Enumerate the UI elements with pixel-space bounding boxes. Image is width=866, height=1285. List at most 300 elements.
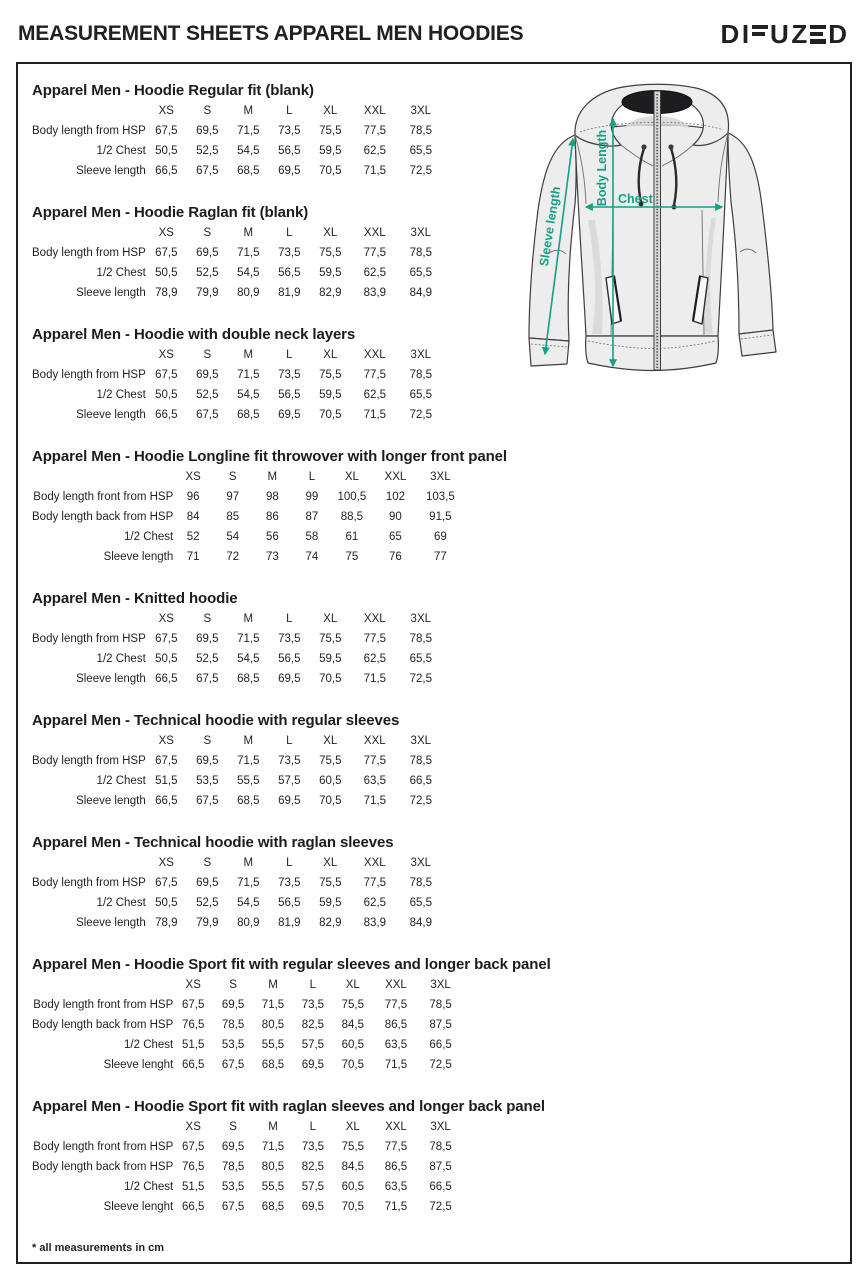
measurement-value: 80,5 [261,1161,285,1173]
measurement-value: 72,5 [429,1201,452,1213]
measurement-value: 67,5 [155,755,178,767]
measurement-value: 69,5 [221,1141,245,1153]
measurement-value: 54,5 [237,145,260,157]
size-header: XXL [385,1121,407,1133]
size-header: S [203,105,212,117]
size-header: 3XL [410,857,432,869]
measurement-row [32,263,443,283]
measurement-value: 71,5 [261,999,285,1011]
size-header: L [286,105,293,117]
size-header: XL [323,857,338,869]
measurement-value: 66,5 [155,409,178,421]
measurement-value: 69 [433,531,447,543]
measurement-value: 88,5 [340,511,364,523]
measurement-row [32,243,443,263]
measurement-table [32,609,443,689]
measurement-value: 68,5 [237,409,260,421]
measurement-value: 73,5 [278,125,301,137]
measurement-value: 71,5 [237,247,260,259]
measurement-table [32,731,443,811]
measurement-value: 83,9 [363,287,386,299]
size-header: M [267,471,278,483]
measurement-value: 75,5 [319,877,342,889]
measurement-row [32,141,443,161]
measurement-row [32,121,443,141]
measurement-section [32,324,462,425]
measurement-value: 84,9 [409,287,432,299]
measurement-value: 70,5 [319,795,342,807]
measurement-value: 66,5 [155,673,178,685]
measurement-row [32,385,443,405]
measurement-value: 54,5 [237,389,260,401]
size-header: XS [158,857,174,869]
row-label: Sleeve length [76,287,146,299]
size-header: M [243,735,254,747]
row-label: Sleeve lenght [103,1059,174,1071]
section-title: Apparel Men - Hoodie Raglan fit (blank) [32,204,309,221]
measurement-value: 67,5 [155,877,178,889]
measurement-value: 63,5 [384,1181,408,1193]
measurement-row [32,1137,462,1157]
measurement-value: 63,5 [363,775,386,787]
measurement-value: 75,5 [319,369,342,381]
measurement-value: 62,5 [363,897,386,909]
right-sleeve [728,133,773,334]
measurement-value: 70,5 [319,409,342,421]
sleeve-length-label: Sleeve length [536,185,564,268]
size-header: 3XL [410,613,432,625]
measurement-value: 66,5 [182,1059,205,1071]
measurement-row [32,893,443,913]
measurement-value: 59,5 [319,267,342,279]
empty-cell [32,101,146,121]
measurement-value: 96 [186,491,200,503]
measurement-value: 77,5 [384,1141,408,1153]
size-header: S [203,857,212,869]
size-header-row [32,223,443,243]
measurement-value: 52,5 [196,267,219,279]
empty-cell [32,467,173,487]
measurement-value: 84,9 [409,917,432,929]
measurement-value: 52,5 [196,389,219,401]
measurement-section [32,832,462,933]
size-header-row [32,467,462,487]
measurement-value: 86,5 [384,1019,408,1031]
measurement-value: 54,5 [237,897,260,909]
measurement-value: 78,9 [155,287,178,299]
size-header: S [228,471,237,483]
measurement-value: 72,5 [409,409,432,421]
row-label: Sleeve length [103,551,174,563]
size-header: XXL [363,349,386,361]
measurement-row [32,547,462,567]
measurement-value: 82,5 [301,1161,325,1173]
page-header [18,18,847,49]
size-header: 3XL [410,227,432,239]
measurement-value: 59,5 [319,145,342,157]
measurement-value: 71,5 [384,1201,408,1213]
size-header: L [309,979,317,991]
measurement-value: 81,9 [278,287,301,299]
size-header: M [268,1121,278,1133]
measurement-value: 57,5 [301,1181,325,1193]
measurement-value: 56,5 [278,145,301,157]
row-label: 1/2 Chest [96,653,146,665]
right-cuff [739,330,776,356]
measurement-row [32,365,443,385]
measurement-value: 77 [433,551,447,563]
measurement-value: 100,5 [337,491,367,503]
difuzed-logo [720,18,847,49]
measurement-value: 67,5 [155,369,178,381]
measurement-value: 66,5 [409,775,432,787]
measurement-row [32,751,443,771]
measurement-value: 72 [226,551,240,563]
measurement-value: 75,5 [319,125,342,137]
measurement-value: 102 [385,491,405,503]
measurement-table [32,101,443,181]
measurement-value: 55,5 [237,775,260,787]
measurement-value: 68,5 [237,165,260,177]
measurement-value: 54 [226,531,240,543]
measurement-value: 56,5 [278,653,301,665]
measurement-row [32,1035,462,1055]
measurement-value: 51,5 [182,1039,205,1051]
measurement-value: 81,9 [278,917,301,929]
measurement-value: 65,5 [409,389,432,401]
size-header: M [243,105,254,117]
measurement-value: 78,5 [429,1141,452,1153]
measurement-value: 80,9 [237,287,260,299]
row-label: Sleeve length [76,165,146,177]
size-header: XS [185,979,201,991]
logo-letter: I [741,18,750,49]
measurement-value: 78,5 [409,125,432,137]
measurement-value: 103,5 [425,491,455,503]
row-label: Sleeve length [76,917,146,929]
size-header: XXL [384,471,407,483]
measurement-value: 57,5 [301,1039,325,1051]
measurement-row [32,527,462,547]
measurement-value: 69,5 [301,1059,325,1071]
row-label: Sleeve length [76,673,146,685]
measurement-table [32,345,443,425]
measurement-table [32,1117,462,1217]
measurement-value: 68,5 [237,673,260,685]
size-header: XXL [363,735,386,747]
measurement-value: 69,5 [278,795,301,807]
measurement-value: 67,5 [182,1141,205,1153]
measurement-value: 78,9 [155,917,178,929]
logo-letter-e-glyph [810,25,826,44]
row-label: Body length back from HSP [32,1019,174,1031]
size-header-row [32,1117,462,1137]
measurement-value: 69,5 [301,1201,325,1213]
size-header: XXL [363,227,386,239]
measurement-row [32,873,443,893]
size-header: XXL [363,857,386,869]
measurement-value: 66,5 [155,165,178,177]
measurement-value: 54,5 [237,267,260,279]
measurement-value: 60,5 [319,775,342,787]
row-label: Sleeve lenght [103,1201,174,1213]
measurement-value: 86 [265,511,279,523]
measurement-value: 78,5 [409,369,432,381]
size-header: XS [158,613,174,625]
measurement-table [32,853,443,933]
measurement-value: 80,9 [237,917,260,929]
size-header: M [243,857,254,869]
measurement-value: 56,5 [278,267,301,279]
measurement-value: 74 [305,551,319,563]
size-header: XS [158,735,174,747]
measurement-value: 55,5 [261,1181,285,1193]
measurement-value: 71,5 [363,795,386,807]
measurement-value: 75,5 [319,633,342,645]
measurement-value: 77,5 [363,877,386,889]
measurement-value: 69,5 [221,999,245,1011]
measurement-value: 84,5 [341,1161,364,1173]
measurement-value: 56,5 [278,897,301,909]
size-header: S [203,613,212,625]
section-title: Apparel Men - Hoodie Regular fit (blank) [32,82,314,99]
size-header: L [286,349,293,361]
measurement-value: 60,5 [341,1181,364,1193]
size-header: XL [345,979,360,991]
measurement-value: 66,5 [182,1201,205,1213]
measurement-value: 73,5 [278,877,301,889]
measurement-value: 62,5 [363,389,386,401]
size-header: L [308,471,316,483]
measurement-value: 78,5 [221,1161,245,1173]
measurement-value: 67,5 [196,795,219,807]
empty-cell [32,975,173,995]
logo-letter: D [720,18,740,49]
size-header: XS [158,349,174,361]
body-length-label: Body Length [595,129,609,207]
measurement-row [32,1177,462,1197]
size-header: L [286,613,293,625]
row-label: Body length from HSP [32,369,146,381]
measurement-section [32,446,507,567]
size-header: XL [323,227,338,239]
row-label: 1/2 Chest [96,775,146,787]
measurement-value: 62,5 [363,145,386,157]
page-title: MEASUREMENT SHEETS APPAREL MEN HOODIES [18,22,524,45]
row-label: Body length from HSP [32,633,146,645]
measurement-value: 78,5 [409,877,432,889]
measurement-value: 69,5 [196,125,219,137]
measurement-value: 87 [305,511,319,523]
measurement-value: 76 [389,551,402,563]
measurement-value: 71,5 [363,409,386,421]
logo-letter: Z [791,18,808,49]
measurement-value: 69,5 [196,633,219,645]
measurement-value: 91,5 [429,511,452,523]
measurement-value: 59,5 [319,653,342,665]
size-header: M [243,613,254,625]
measurement-value: 67,5 [196,165,219,177]
section-title: Apparel Men - Knitted hoodie [32,590,238,607]
measurement-row [32,791,443,811]
measurement-value: 66,5 [429,1181,452,1193]
size-header: M [243,227,254,239]
measurement-value: 71,5 [363,165,386,177]
measurement-value: 62,5 [363,653,386,665]
measurement-value: 78,5 [409,755,432,767]
measurement-value: 79,9 [196,917,219,929]
measurement-value: 62,5 [363,267,386,279]
measurement-value: 65,5 [409,145,432,157]
measurement-row [32,507,462,527]
measurement-value: 86,5 [384,1161,408,1173]
measurement-value: 83,9 [363,917,386,929]
measurement-value: 84,5 [341,1019,364,1031]
measurement-value: 75 [345,551,359,563]
measurement-value: 60,5 [341,1039,364,1051]
measurement-value: 67,5 [182,999,205,1011]
measurement-value: 61 [345,531,359,543]
measurement-value: 85 [226,511,240,523]
measurement-value: 50,5 [155,653,178,665]
measurement-value: 78,5 [409,633,432,645]
size-header: XL [344,471,359,483]
measurement-value: 72,5 [409,165,432,177]
measurement-row [32,995,462,1015]
measurement-value: 76,5 [182,1161,205,1173]
logo-letter: D [828,18,847,49]
content-frame [16,62,852,1264]
measurement-value: 51,5 [155,775,178,787]
logo-letter-f-glyph [752,25,768,44]
measurement-value: 56 [265,531,279,543]
measurement-section [32,588,462,689]
size-header: 3XL [410,349,432,361]
measurement-value: 73,5 [301,1141,325,1153]
measurement-row [32,161,443,181]
measurement-value: 67,5 [221,1059,245,1071]
row-label: 1/2 Chest [96,267,146,279]
size-header: XS [185,471,201,483]
measurement-row [32,1015,462,1035]
measurement-value: 90 [389,511,402,523]
row-label: Body length back from HSP [32,511,174,523]
measurement-value: 59,5 [319,897,342,909]
row-label: 1/2 Chest [96,897,146,909]
measurement-value: 72,5 [429,1059,452,1071]
measurement-row [32,1157,462,1177]
measurement-value: 73,5 [278,247,301,259]
measurement-value: 57,5 [278,775,301,787]
measurement-value: 78,5 [409,247,432,259]
measurement-value: 51,5 [182,1181,205,1193]
size-header-row [32,975,462,995]
measurement-sections [32,80,551,1238]
measurement-section [32,710,462,811]
size-header: L [286,735,293,747]
measurement-value: 77,5 [363,755,386,767]
measurement-value: 69,5 [196,369,219,381]
measurement-value: 70,5 [319,673,342,685]
row-label: Body length from HSP [32,247,146,259]
measurement-value: 82,9 [319,287,342,299]
size-header: 3XL [410,735,432,747]
size-header: S [229,1121,237,1133]
row-label: Body length from HSP [32,755,146,767]
measurement-value: 52 [186,531,200,543]
section-title: Apparel Men - Technical hoodie with raglan sleeves [32,834,394,851]
row-label: Body length front from HSP [33,1141,174,1153]
section-title: Apparel Men - Hoodie with double neck layers [32,326,356,343]
measurement-value: 58 [305,531,319,543]
measurement-value: 77,5 [363,369,386,381]
measurement-value: 71 [186,551,200,563]
measurement-row [32,1055,462,1075]
measurement-value: 71,5 [237,633,260,645]
size-header: S [203,735,212,747]
measurement-value: 63,5 [384,1039,408,1051]
measurement-value: 66,5 [155,795,178,807]
measurement-value: 70,5 [341,1059,364,1071]
measurement-value: 50,5 [155,897,178,909]
empty-cell [32,345,146,365]
measurement-section [32,1096,545,1217]
measurement-value: 65,5 [409,897,432,909]
measurement-value: 59,5 [319,389,342,401]
row-label: 1/2 Chest [96,389,146,401]
measurement-table [32,223,443,303]
measurement-section [32,202,462,303]
measurement-value: 79,9 [196,287,219,299]
size-header: XL [323,105,338,117]
size-header: L [286,857,293,869]
measurement-value: 71,5 [237,369,260,381]
size-header: M [243,349,254,361]
logo-letter: U [770,18,789,49]
size-header: XS [158,227,174,239]
measurement-value: 68,5 [261,1059,285,1071]
empty-cell [32,853,146,873]
size-header: L [286,227,293,239]
measurement-value: 73,5 [278,633,301,645]
footnote: * all measurements in cm [32,1242,165,1254]
size-header-row [32,101,443,121]
measurement-value: 71,5 [237,755,260,767]
row-label: 1/2 Chest [124,531,174,543]
measurement-value: 69,5 [278,673,301,685]
measurement-value: 82,5 [301,1019,325,1031]
measurement-value: 67,5 [196,673,219,685]
measurement-section [32,80,462,181]
measurement-value: 53,5 [221,1181,245,1193]
measurement-value: 78,5 [221,1019,245,1031]
measurement-value: 65 [389,531,402,543]
measurement-row [32,1197,462,1217]
measurement-value: 69,5 [196,755,219,767]
size-header: M [268,979,278,991]
size-header: XXL [363,613,386,625]
measurement-value: 53,5 [221,1039,245,1051]
measurement-value: 73,5 [301,999,325,1011]
measurement-value: 65,5 [409,653,432,665]
size-header: XXL [385,979,407,991]
empty-cell [32,1117,173,1137]
measurement-value: 71,5 [363,673,386,685]
left-cuff [529,338,569,366]
measurement-value: 77,5 [363,247,386,259]
size-header: L [309,1121,317,1133]
size-header-row [32,609,443,629]
